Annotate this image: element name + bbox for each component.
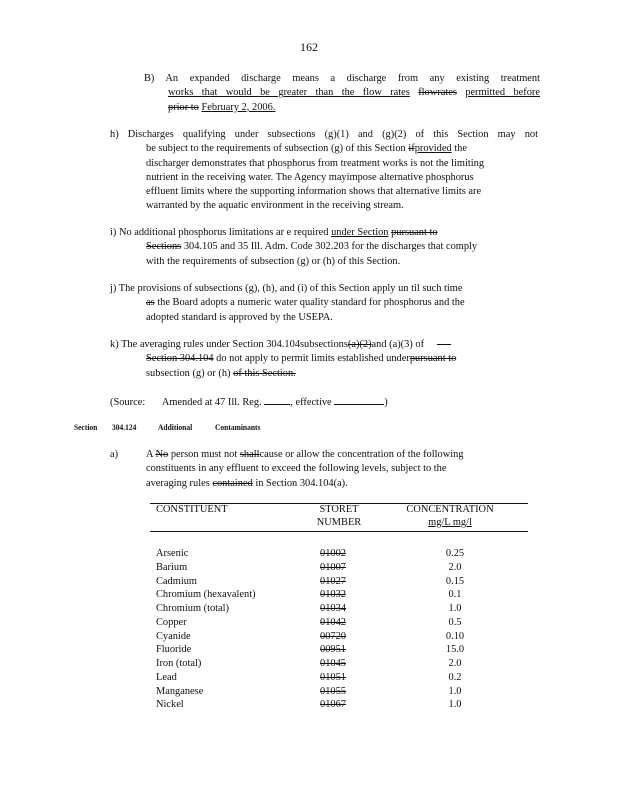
concentration-value: 2.0 (448, 561, 462, 573)
paragraph-text: and (a)(3) of (371, 339, 425, 350)
paragraph-h-line-5: effluent limits where the supporting information shows that alternative limits are (146, 186, 482, 198)
paragraph-b-line-2 (144, 86, 540, 100)
paragraph-k-line-2 (110, 352, 538, 366)
table-row (0, 630, 618, 643)
table-row (0, 671, 618, 684)
constituent-table-header (150, 503, 528, 529)
paragraph-i (110, 226, 538, 269)
storet-number: 01032 (320, 589, 346, 601)
storet-number: 01007 (320, 561, 346, 573)
paragraph-b-line-3 (144, 101, 540, 115)
inserted-text: permitted before (465, 87, 540, 99)
concentration-value: 1.0 (448, 603, 462, 614)
paragraph-k-line-3 (110, 367, 538, 381)
paragraph-text: 304.105 and 35 Ill. Adm. Code 302.203 for the discharges that comply (183, 241, 478, 253)
inserted-text: February 2, 2006. (201, 101, 276, 113)
constituent-name: Iron (total) (156, 658, 202, 669)
paragraph-text: averaging rules (146, 477, 210, 489)
paragraph-h-line-6: warranted by the aquatic environment in the receiving stream. (146, 200, 404, 212)
constituent-name: Nickel (156, 699, 184, 711)
paragraph-i-line-1 (110, 226, 538, 240)
section-title-1: Additional (158, 422, 193, 433)
source-text: Amended at 47 Ill. Reg. (161, 397, 262, 408)
paragraph-h (110, 128, 538, 214)
storet-number: 01051 (320, 671, 346, 683)
paragraph-a-marker: a) (110, 449, 119, 460)
constituent-name: Cadmium (156, 575, 197, 587)
concentration-value: 0.15 (445, 575, 465, 587)
deleted-text: prior to (168, 101, 199, 113)
section-title-2: Contaminants (215, 422, 261, 433)
deleted-text: of this Section. (233, 367, 296, 379)
paragraph-text: in Section 304.104(a). (255, 477, 348, 489)
storet-number: 01027 (320, 575, 346, 587)
header-concentration-units: mg/L mg/l (428, 517, 472, 528)
paragraph-j-line-3: adopted standard is approved by the USEPA. (146, 311, 333, 323)
deleted-text: as (146, 297, 155, 309)
paragraph-k (110, 338, 538, 381)
table-row (0, 643, 618, 656)
paragraph-text: person must not (170, 449, 238, 460)
deleted-text: Sections (146, 241, 182, 253)
section-number: 304.124 (112, 422, 137, 433)
source-close: ) (384, 397, 388, 408)
table-row (0, 657, 618, 670)
inserted-text: provided (414, 143, 452, 155)
storet-number: 01055 (320, 685, 346, 697)
constituent-name: Fluoride (156, 644, 192, 656)
header-storet (306, 503, 372, 529)
storet-number: 00720 (320, 630, 346, 642)
table-row (0, 616, 618, 629)
source-note (110, 394, 540, 410)
header-constituent-text: CONSTITUENT (156, 504, 228, 515)
deleted-text: shall (239, 449, 260, 460)
paragraph-a-line-2: constituents in any effluent to exceed the following levels, subject to the (146, 463, 447, 475)
section-label: Section (74, 422, 98, 433)
paragraph-j-line-2 (110, 296, 538, 310)
storet-number: 00951 (320, 644, 346, 656)
concentration-value: 0.2 (448, 671, 462, 683)
paragraph-h-line-1: h) Discharges qualifying under subsections (g)(1) and (g)(2) of this Section may not (110, 129, 538, 140)
storet-number: 01002 (320, 548, 346, 559)
constituent-name: Chromium (hexavalent) (156, 589, 256, 601)
constituent-name: Chromium (total) (156, 603, 230, 614)
paragraph-b (144, 72, 540, 115)
paragraph-text: be subject to the requirements of subsection (g) of this Section (146, 143, 406, 155)
concentration-value: 0.10 (445, 630, 465, 642)
deleted-text: flowrates (418, 87, 457, 99)
concentration-value: 1.0 (448, 699, 462, 711)
paragraph-a-line-3 (146, 477, 508, 491)
paragraph-text: k) The averaging rules under Section 304.104subsections (110, 339, 348, 350)
effective-date-blank (334, 394, 384, 405)
paragraph-a (146, 448, 508, 491)
constituent-name: Barium (156, 561, 188, 573)
paragraph-h-line-3: discharger demonstrates that phosphorus from treatment works is not the limiting (146, 157, 485, 169)
table-row (0, 685, 618, 698)
paragraph-a-line-1 (146, 448, 508, 462)
register-page-blank (264, 394, 290, 405)
deleted-text: pursuant to (409, 353, 457, 365)
header-storet-line-1: STORET (319, 504, 359, 515)
source-label: (Source: (110, 397, 146, 408)
table-row (0, 698, 618, 711)
table-row (0, 602, 618, 615)
concentration-value: 1.0 (448, 685, 462, 697)
paragraph-i-line-2 (110, 240, 538, 254)
page-number: 162 (300, 40, 318, 54)
source-text-effective: , effective (290, 397, 332, 408)
header-concentration-line-1: CONCENTRATION (406, 504, 494, 515)
constituent-name: Copper (156, 616, 187, 628)
paragraph-b-line-1: B) An expanded discharge means a discharge from any existing treatment (144, 73, 540, 84)
deleted-text: contained (212, 477, 253, 489)
storet-number: 01045 (320, 658, 346, 669)
deleted-text: (a)(2) (347, 339, 372, 350)
constituent-name: Manganese (156, 685, 204, 697)
concentration-value: 0.1 (448, 589, 462, 601)
header-concentration (372, 503, 528, 529)
constituent-name: Arsenic (156, 548, 189, 559)
header-constituent (150, 503, 306, 529)
paragraph-text: subsection (g) or (h) (146, 367, 231, 379)
paragraph-text: the Board adopts a numeric water quality standard for phosphorus and the (157, 297, 465, 309)
table-row (0, 588, 618, 601)
deletion-mark (437, 344, 451, 345)
paragraph-text: i) No additional phosphorus limitations ar e required (110, 227, 329, 238)
concentration-value: 0.25 (445, 548, 465, 559)
header-storet-line-2: NUMBER (316, 517, 362, 528)
table-header-rule (150, 531, 528, 532)
paragraph-k-line-1 (110, 338, 538, 352)
paragraph-j (110, 282, 538, 325)
deleted-text: if (408, 143, 415, 155)
storet-number: 01042 (320, 616, 346, 628)
paragraph-j-line-1: j) The provisions of subsections (g), (h), and (i) of this Section apply un til such time (110, 283, 463, 294)
constituent-name: Cyanide (156, 630, 191, 642)
inserted-text: under Section (331, 227, 389, 238)
storet-number: 01067 (320, 699, 346, 711)
table-row (0, 561, 618, 574)
table-row (0, 575, 618, 588)
paragraph-text: cause or allow the concentration of the following (259, 449, 464, 460)
paragraph-h-line-2 (110, 142, 538, 156)
concentration-value: 0.5 (448, 616, 462, 628)
storet-number: 01034 (320, 603, 346, 614)
deleted-text: pursuant to (391, 227, 438, 238)
paragraph-text: the (454, 143, 467, 155)
paragraph-i-line-3: with the requirements of subsection (g) or (h) of this Section. (146, 255, 401, 267)
paragraph-h-line-4: nutrient in the receiving water. The Agency mayimpose alternative phosphorus (146, 171, 474, 183)
deleted-text: Section 304.104 (146, 353, 214, 365)
table-row (0, 547, 618, 560)
paragraph-text: A (146, 449, 153, 460)
concentration-value: 2.0 (448, 658, 462, 669)
deleted-text: No (155, 449, 169, 460)
concentration-value: 15.0 (445, 644, 465, 656)
paragraph-text: do not apply to permit limits established under (216, 353, 410, 365)
inserted-text: works that would be greater than the flow rates (168, 87, 410, 99)
constituent-name: Lead (156, 671, 177, 683)
